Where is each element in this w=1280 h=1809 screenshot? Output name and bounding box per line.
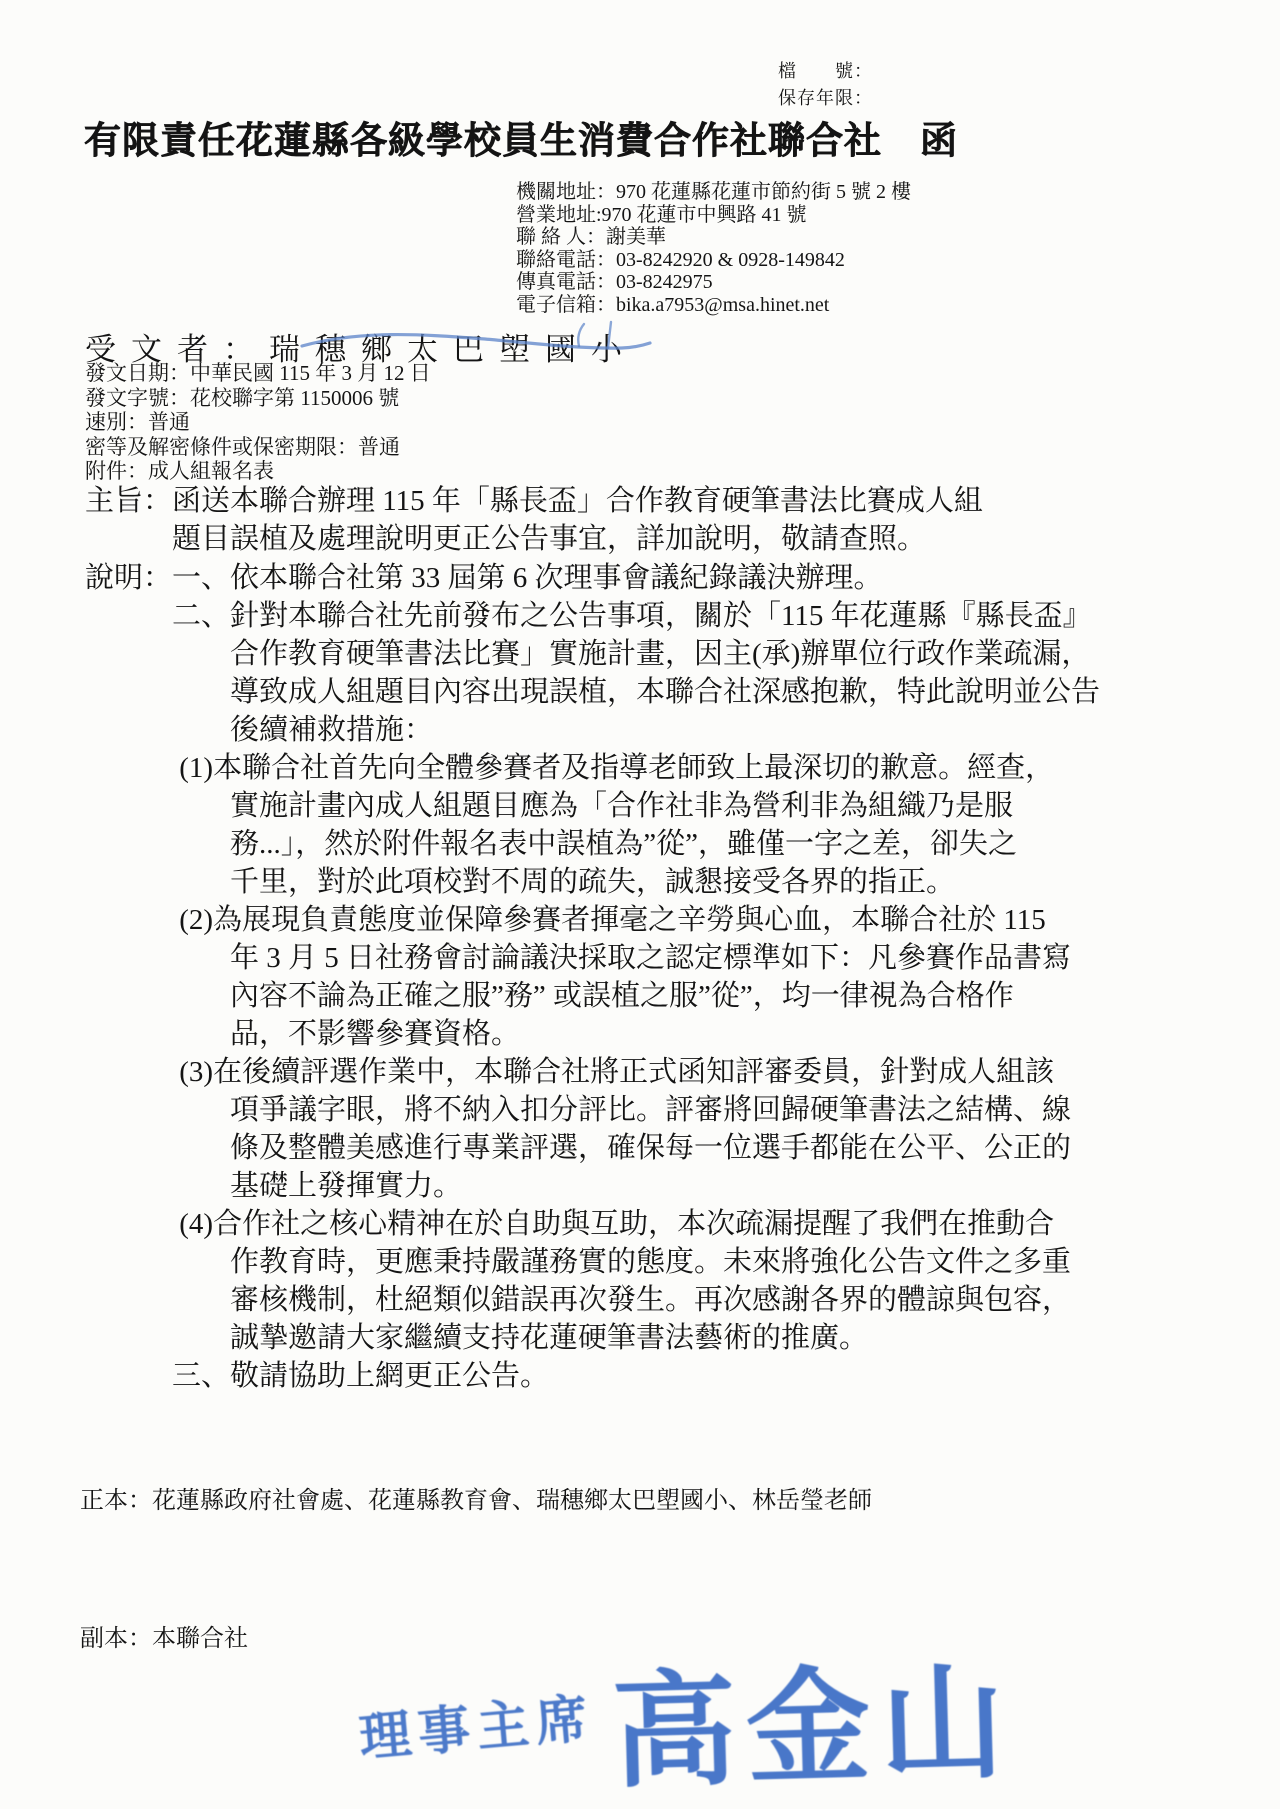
text-line: 傳真電話：03-8242975 — [516, 271, 713, 293]
text-line: 營業地址:970 花蓮市中興路 41 號 — [516, 203, 807, 226]
body-text-block — [85, 559, 1100, 1395]
text-line: (4)合作社之核心精神在於自助與互助，本次疏漏提醒了我們在推動合 — [85, 1208, 1055, 1240]
text-line: 基礎上發揮實力。 — [85, 1170, 463, 1202]
text-line: 聯絡電話：03-8242920 & 0928-149842 — [516, 248, 845, 271]
text-line: 後續補救措施： — [85, 714, 434, 746]
text-line: 年 3 月 5 日社務會討論議決採取之認定標準如下：凡參賽作品書寫 — [85, 942, 1072, 974]
text-line: 聯 絡 人：謝美華 — [516, 226, 666, 248]
text-line: 題目誤植及處理說明更正公告事宜，詳加說明，敬請查照。 — [85, 523, 927, 555]
text-line: 條及整體美感進行專業評選，確保每一位選手都能在公平、公正的 — [85, 1132, 1072, 1164]
stamp-name: 高金山 — [610, 1654, 1017, 1803]
stamp-title: 理事主席 — [357, 1690, 598, 1768]
text-line: 務...」，然於附件報名表中誤植為”從”，雖僅一字之差，卻失之 — [85, 828, 1017, 860]
text-line: 密等及解密條件或保密期限：普通 — [85, 434, 400, 459]
original-copy-line: 正本：花蓮縣政府社會處、花蓮縣教育會、瑞穗鄉太巴塱國小、林岳瑩老師 — [80, 1488, 872, 1514]
recipient-line: 受文者：瑞穗鄉太巴塱國小 — [85, 332, 637, 367]
text-line: 導致成人組題目內容出現誤植，本聯合社深感抱歉，特此說明並公告 — [85, 676, 1101, 708]
retention-period-label: 保存年限： — [778, 88, 873, 108]
text-line: (3)在後續評選作業中，本聯合社將正式函知評審委員，針對成人組該 — [85, 1056, 1055, 1088]
text-line: 機關地址：970 花蓮縣花蓮市節約街 5 號 2 樓 — [516, 181, 911, 203]
text-line: 誠摯邀請大家繼續支持花蓮硬筆書法藝術的推廣。 — [85, 1322, 869, 1354]
text-line: 實施計畫內成人組題目應為「合作社非為營利非為組織乃是服 — [85, 790, 1014, 822]
text-line: 品，不影響參賽資格。 — [85, 1018, 521, 1050]
text-line: 速別：普通 — [85, 410, 190, 434]
file-number-label: 檔 號： — [778, 61, 873, 81]
text-line: (2)為展現負責態度並保障參賽者揮毫之辛勞與心血，本聯合社於 115 — [85, 904, 1046, 936]
text-line: 內容不論為正確之服”務” 或誤植之服”從”，均一律視為合格作 — [85, 980, 1014, 1012]
text-line: 電子信箱：bika.a7953@msa.hinet.net — [516, 293, 830, 316]
chairman-signature-stamp — [357, 1628, 1017, 1806]
text-line: (1)本聯合社首先向全體參賽者及指導老師致上最深切的歉意。經查， — [85, 752, 1055, 784]
file-number-block — [778, 58, 873, 112]
text-line: 審核機制，杜絕類似錯誤再次發生。再次感謝各界的體諒與包容， — [85, 1284, 1072, 1316]
carbon-copy-line: 副本：本聯合社 — [80, 1626, 248, 1652]
document-title: 有限責任花蓮縣各級學校員生消費合作社聯合社 函 — [84, 121, 958, 162]
text-line: 項爭議字眼，將不納入扣分評比。評審將回歸硬筆書法之結構、線 — [85, 1094, 1072, 1126]
text-line: 千里，對於此項校對不周的疏失，誠懇接受各界的指正。 — [85, 866, 956, 898]
subject-block — [85, 482, 983, 558]
text-line: 三、敬請協助上網更正公告。 — [85, 1360, 550, 1392]
sender-info-block — [516, 181, 911, 316]
text-line: 發文日期：中華民國 115 年 3 月 12 日 — [85, 361, 431, 385]
text-line: 附件：成人組報名表 — [85, 459, 274, 483]
text-line: 合作教育硬筆書法比賽」實施計畫，因主(承)辦單位行政作業疏漏， — [85, 638, 1091, 670]
text-line: 二、針對本聯合社先前發布之公告事項，關於「115 年花蓮縣『縣長盃』 — [85, 600, 1092, 632]
text-line: 作教育時，更應秉持嚴謹務實的態度。未來將強化公告文件之多重 — [85, 1246, 1072, 1278]
document-meta-block — [85, 361, 431, 484]
text-line: 說明：一、依本聯合社第 33 屆第 6 次理事會議紀錄議決辦理。 — [85, 562, 883, 594]
text-line: 主旨：函送本聯合辦理 115 年「縣長盃」合作教育硬筆書法比賽成人組 — [85, 485, 983, 517]
text-line: 發文字號：花校聯字第 1150006 號 — [85, 385, 400, 410]
